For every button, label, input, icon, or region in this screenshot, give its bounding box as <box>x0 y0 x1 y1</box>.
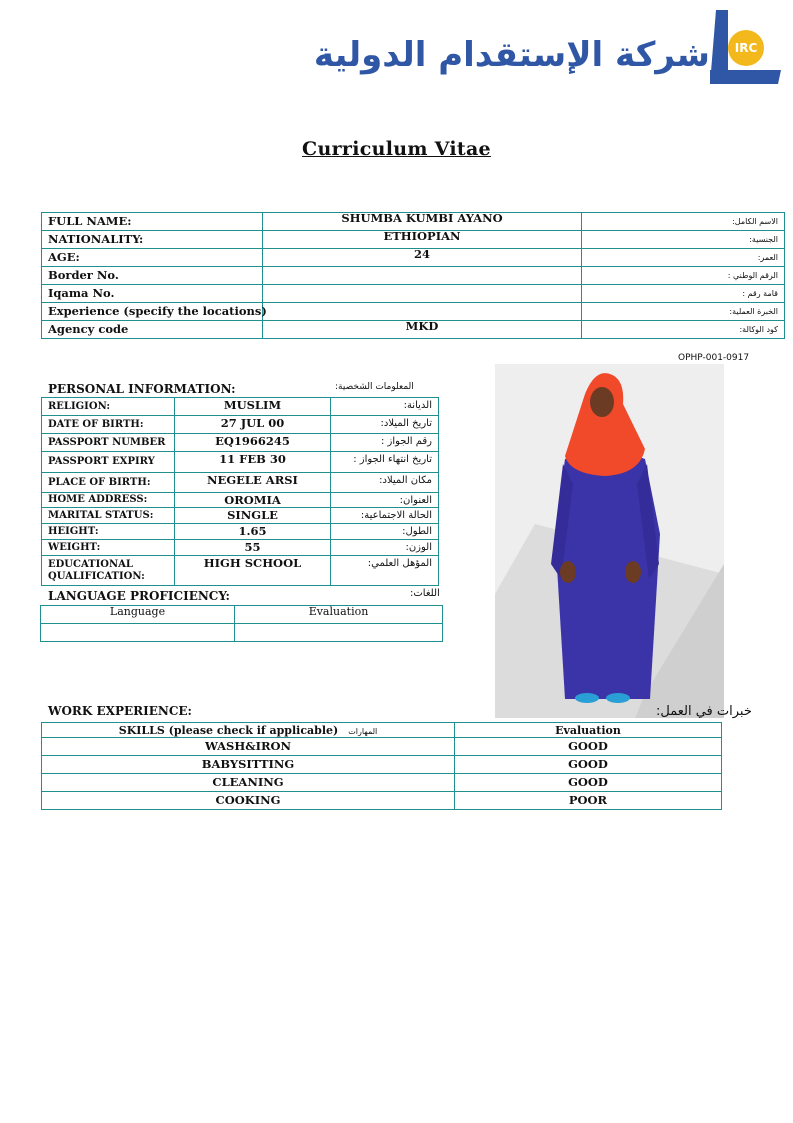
personal-info-value: 55 <box>175 540 331 556</box>
language-evaluation-header: Evaluation <box>235 606 443 624</box>
personal-info-arabic-label: الوزن: <box>331 540 439 556</box>
candidate-photo-illustration <box>495 364 724 718</box>
personal-info-label: HOME ADDRESS: <box>42 493 175 508</box>
personal-info-label: WEIGHT: <box>42 540 175 556</box>
personal-info-value: SINGLE <box>175 508 331 524</box>
main-info-arabic-label: الرقم الوطني : <box>582 267 785 285</box>
main-info-row <box>42 213 785 231</box>
main-info-value: MKD <box>263 321 582 339</box>
personal-info-label: PASSPORT NUMBER <box>42 434 175 452</box>
personal-info-value: EQ1966245 <box>175 434 331 452</box>
skill-evaluation: GOOD <box>455 738 722 756</box>
evaluation-header: Evaluation <box>455 723 722 738</box>
personal-info-arabic-label: الديانة: <box>331 398 439 416</box>
skill-evaluation: GOOD <box>455 774 722 792</box>
main-info-value: 24 <box>263 249 582 267</box>
main-info-arabic-label: كود الوكالة: <box>582 321 785 339</box>
skills-header <box>42 723 455 738</box>
candidate-photo <box>495 364 724 718</box>
work-experience-row <box>42 774 722 792</box>
work-experience-row <box>42 738 722 756</box>
page-title: Curriculum Vitae <box>302 138 491 160</box>
language-title: LANGUAGE PROFICIENCY: <box>48 589 230 603</box>
main-info-row <box>42 249 785 267</box>
main-info-row <box>42 321 785 339</box>
personal-info-label: EDUCATIONAL QUALIFICATION: <box>42 556 175 586</box>
personal-info-arabic-label: تاريخ انتهاء الجواز : <box>331 452 439 473</box>
skill-name: COOKING <box>42 792 455 810</box>
language-header: Language <box>41 606 235 624</box>
personal-info-row <box>42 416 439 434</box>
main-info-value <box>263 285 582 303</box>
skills-header-arabic: المهارات <box>348 726 378 736</box>
work-experience-row <box>42 792 722 810</box>
personal-info-arabic-label: الطول: <box>331 524 439 540</box>
personal-info-arabic-label: مكان الميلاد: <box>331 473 439 493</box>
main-info-arabic-label: الجنسية: <box>582 231 785 249</box>
reference-code: OPHP-001-0917 <box>678 353 750 363</box>
main-info-label: NATIONALITY: <box>42 231 263 249</box>
main-info-value <box>263 267 582 285</box>
main-info-arabic-label: الاسم الكامل: <box>582 213 785 231</box>
skill-evaluation: POOR <box>455 792 722 810</box>
personal-info-value: 27 JUL 00 <box>175 416 331 434</box>
work-experience-table <box>41 722 722 810</box>
personal-info-value: OROMIA <box>175 493 331 508</box>
logo-abbreviation: IRC <box>734 41 758 55</box>
main-info-label: AGE: <box>42 249 263 267</box>
personal-info-row <box>42 452 439 473</box>
personal-info-title-arabic: المعلومات الشخصية: <box>335 382 414 392</box>
personal-info-body <box>42 398 439 586</box>
personal-info-row <box>42 524 439 540</box>
personal-info-arabic-label: رقم الجواز : <box>331 434 439 452</box>
work-experience-row <box>42 756 722 774</box>
language-evaluation-cell <box>235 624 443 642</box>
work-experience-title: WORK EXPERIENCE: <box>48 704 192 718</box>
personal-info-value: HIGH SCHOOL <box>175 556 331 586</box>
skill-name: WASH&IRON <box>42 738 455 756</box>
personal-info-value: 11 FEB 30 <box>175 452 331 473</box>
main-info-table <box>41 212 785 339</box>
personal-info-table <box>41 397 439 586</box>
personal-info-row <box>42 398 439 416</box>
personal-info-arabic-label: تاريخ الميلاد: <box>331 416 439 434</box>
personal-info-label: MARITAL STATUS: <box>42 508 175 524</box>
personal-info-label: HEIGHT: <box>42 524 175 540</box>
main-info-label: Experience (specify the locations) <box>42 303 263 321</box>
main-info-body <box>42 213 785 339</box>
skill-name: CLEANING <box>42 774 455 792</box>
personal-info-arabic-label: العنوان: <box>331 493 439 508</box>
personal-info-row <box>42 434 439 452</box>
main-info-row <box>42 285 785 303</box>
main-info-label: FULL NAME: <box>42 213 263 231</box>
personal-info-row <box>42 508 439 524</box>
personal-info-label: PLACE OF BIRTH: <box>42 473 175 493</box>
personal-info-title: PERSONAL INFORMATION: <box>48 382 236 396</box>
skills-header-label: SKILLS (please check if applicable) <box>118 723 339 737</box>
personal-info-label: PASSPORT EXPIRY <box>42 452 175 473</box>
main-info-label: Agency code <box>42 321 263 339</box>
personal-info-value: 1.65 <box>175 524 331 540</box>
main-info-value: SHUMBA KUMBI AYANO <box>263 213 582 231</box>
logo-arabic-text: شركة الإستقدام الدولية <box>313 35 710 75</box>
main-info-row <box>42 231 785 249</box>
personal-info-row <box>42 556 439 586</box>
skill-name: BABYSITTING <box>42 756 455 774</box>
main-info-label: Border No. <box>42 267 263 285</box>
work-experience-body <box>42 723 722 810</box>
personal-info-value: NEGELE ARSI <box>175 473 331 493</box>
main-info-arabic-label: قامة رقم : <box>582 285 785 303</box>
main-info-label: Iqama No. <box>42 285 263 303</box>
language-title-arabic: اللغات: <box>410 588 440 599</box>
personal-info-label: DATE OF BIRTH: <box>42 416 175 434</box>
main-info-arabic-label: الخبرة العملية: <box>582 303 785 321</box>
personal-info-label: RELIGION: <box>42 398 175 416</box>
language-table <box>40 605 443 642</box>
personal-info-row <box>42 473 439 493</box>
main-info-row <box>42 303 785 321</box>
personal-info-row <box>42 540 439 556</box>
company-logo <box>313 8 783 88</box>
main-info-row <box>42 267 785 285</box>
main-info-value: ETHIOPIAN <box>263 231 582 249</box>
main-info-value <box>263 303 582 321</box>
work-experience-title-arabic: خبرات في العمل: <box>656 704 752 719</box>
personal-info-arabic-label: المؤهل العلمي: <box>331 556 439 586</box>
personal-info-row <box>42 493 439 508</box>
personal-info-value: MUSLIM <box>175 398 331 416</box>
main-info-arabic-label: العمر: <box>582 249 785 267</box>
skill-evaluation: GOOD <box>455 756 722 774</box>
language-cell <box>41 624 235 642</box>
personal-info-arabic-label: الحالة الاجتماعية: <box>331 508 439 524</box>
